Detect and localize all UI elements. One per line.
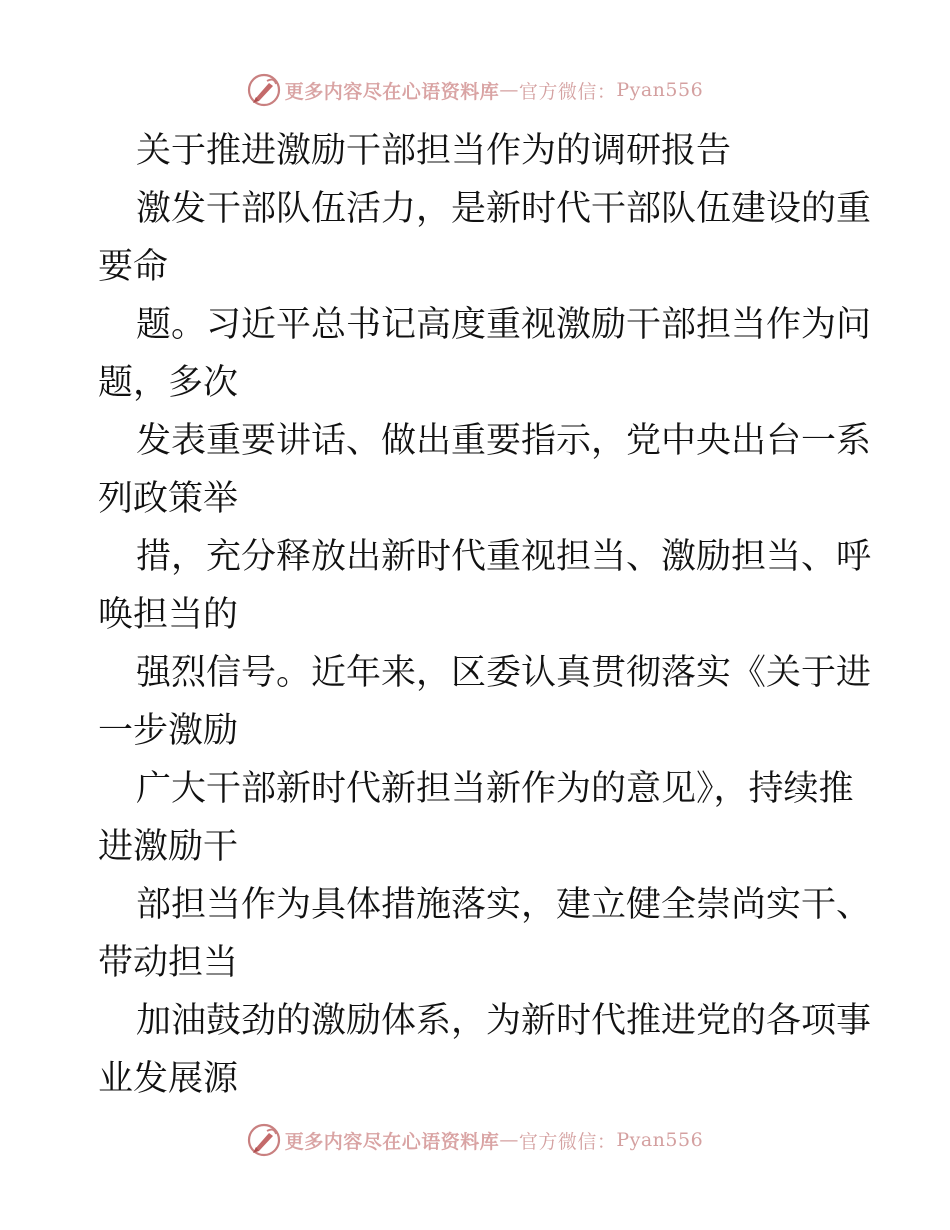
paragraph-line: 一步激励 <box>98 711 239 751</box>
document-body <box>98 122 872 1108</box>
paragraph-line: 广大干部新时代新担当新作为的意见》，持续推 <box>136 769 854 809</box>
paragraph-line: 唤担当的 <box>98 595 239 635</box>
banner-separator: — <box>499 1129 519 1151</box>
paragraph-line: 进激励干 <box>98 827 239 867</box>
document-title: 关于推进激励干部担当作为的调研报告 <box>136 131 732 171</box>
pen-logo-icon <box>247 1123 281 1157</box>
paragraph-line: 题。习近平总书记高度重视激励干部担当作为问 <box>136 305 872 345</box>
paragraph-line: 措，充分释放出新时代重视担当、激励担当、呼 <box>136 537 872 577</box>
paragraph-line: 带动担当 <box>98 943 239 983</box>
paragraph-line: 部担当作为具体措施落实，建立健全崇尚实干、 <box>136 885 872 925</box>
pen-logo-icon <box>247 73 281 107</box>
header-watermark-banner <box>0 70 950 110</box>
banner-wechat-id: Pyan556 <box>616 79 704 101</box>
paragraph-line: 发表重要讲话、做出重要指示，党中央出台一系 <box>136 421 872 461</box>
banner-main-text: 更多内容尽在心语资料库 <box>284 1130 500 1153</box>
paragraph-line: 业发展源 <box>98 1059 239 1099</box>
banner-separator: — <box>499 79 519 101</box>
paragraph-line: 题，多次 <box>98 363 239 403</box>
paragraph-line: 列政策举 <box>98 479 239 519</box>
paragraph-line: 加油鼓劲的激励体系，为新时代推进党的各项事 <box>136 1001 872 1041</box>
banner-main-text: 更多内容尽在心语资料库 <box>284 80 500 103</box>
paragraph-line: 激发干部队伍活力，是新时代干部队伍建设的重 <box>136 189 872 229</box>
banner-wechat-label: 官方微信： <box>518 1130 617 1153</box>
footer-watermark-banner <box>0 1120 950 1160</box>
paragraph-line: 要命 <box>98 247 169 287</box>
paragraph-line: 强烈信号。近年来，区委认真贯彻落实《关于进 <box>136 653 872 693</box>
banner-wechat-label: 官方微信： <box>518 80 617 103</box>
banner-wechat-id: Pyan556 <box>616 1129 704 1151</box>
